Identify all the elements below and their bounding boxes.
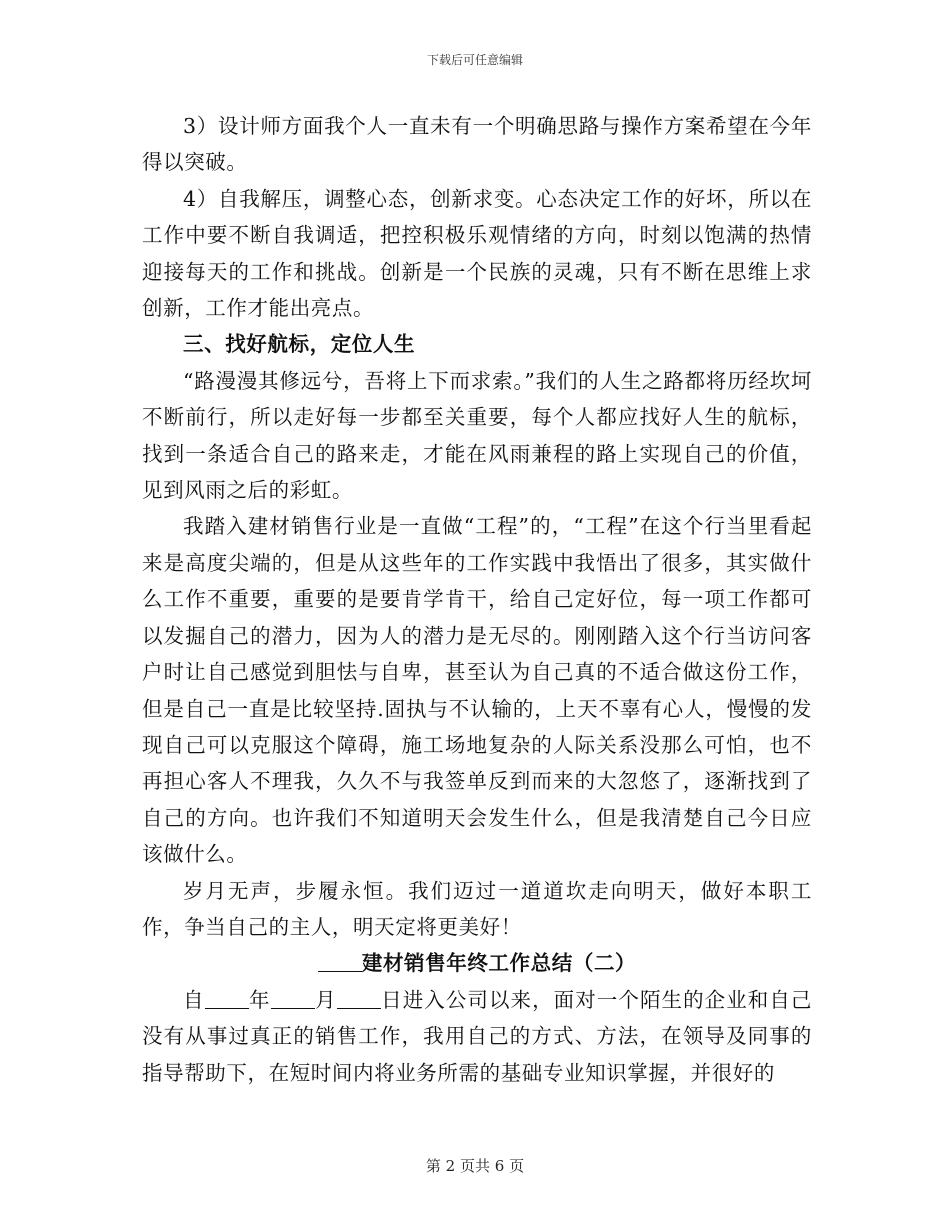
paragraph-self-adjust: 4）自我解压，调整心态，创新求变。心态决定工作的好坏，所以在工作中要不断自我调适，把控积极乐观情绪的方向，时刻以饱满的热情迎接每天的工作和挑战。创新是一个民族的灵魂，只有不断在思维上求创新，工作才能出亮点。 — [142, 186, 812, 321]
document-body — [142, 108, 812, 1091]
page-footer: 第 2 页共 6 页 — [425, 1157, 525, 1175]
paragraph-closing: 岁月无声，步履永恒。我们迈过一道道坎走向明天，做好本职工作，争当自己的主人，明天定将更美好！ — [142, 878, 812, 939]
year-blank-line — [205, 986, 249, 1009]
document-title-2 — [142, 945, 812, 981]
join-text-year: 年 — [248, 987, 271, 1012]
join-text-rest: 日进入公司以来，面对一个陌生的企业和自己没有从事过真正的销售工作，我用自己的方式、方法，在领导及同事的指导帮助下，在短时间内将业务所需的基础专业知识掌握，并很好的 — [142, 987, 813, 1085]
page-header: 下载后可任意编辑 — [426, 53, 523, 67]
join-text-from: 自 — [183, 987, 205, 1012]
paragraph-designer-plan: 3）设计师方面我个人一直未有一个明确思路与操作方案希望在今年得以突破。 — [142, 114, 812, 175]
day-blank-line — [337, 986, 381, 1009]
document-title-text: 建材销售年终工作总结（二） — [361, 951, 637, 976]
paragraph-join-company — [142, 982, 812, 1091]
section-heading-3: 三、找好航标，定位人生 — [183, 332, 416, 357]
join-text-month: 月 — [314, 987, 337, 1012]
title-blank-line — [318, 950, 362, 973]
paragraph-sales-experience: 我踏入建材销售行业是一直做“工程”的，“工程”在这个行当里看起来是高度尖端的，但是从这些年的工作实践中我悟出了很多，其实做什么工作不重要，重要的是要肯学肯干，给自己定好位，每一项工作都可以发掘自己的潜力，因为人的潜力是无尽的。刚刚踏入这个行当访问客户时让自己感觉到胆怯与自卑，甚至认为自己真的不适合做这份工作，但是自己一直是比较坚持.固执与不认输的，上天不辜有心人，慢慢的发现自己可以克服这个障碍，施工场地复杂的人际关系没那么可怕，也不再担心客人不理我，久久不与我签单反到而来的大忽悠了，逐渐找到了自己的方向。也许我们不知道明天会发生什么，但是我清楚自己今日应该做什么。 — [142, 514, 812, 867]
paragraph-life-path: “路漫漫其修远兮，吾将上下而求索。”我们的人生之路都将历经坎坷不断前行，所以走好每一步都至关重要，每个人都应找好人生的航标，找到一条适合自己的路来走，才能在风雨兼程的路上实现自己的价值，见到风雨之后的彩虹。 — [142, 368, 812, 503]
month-blank-line — [271, 986, 315, 1009]
